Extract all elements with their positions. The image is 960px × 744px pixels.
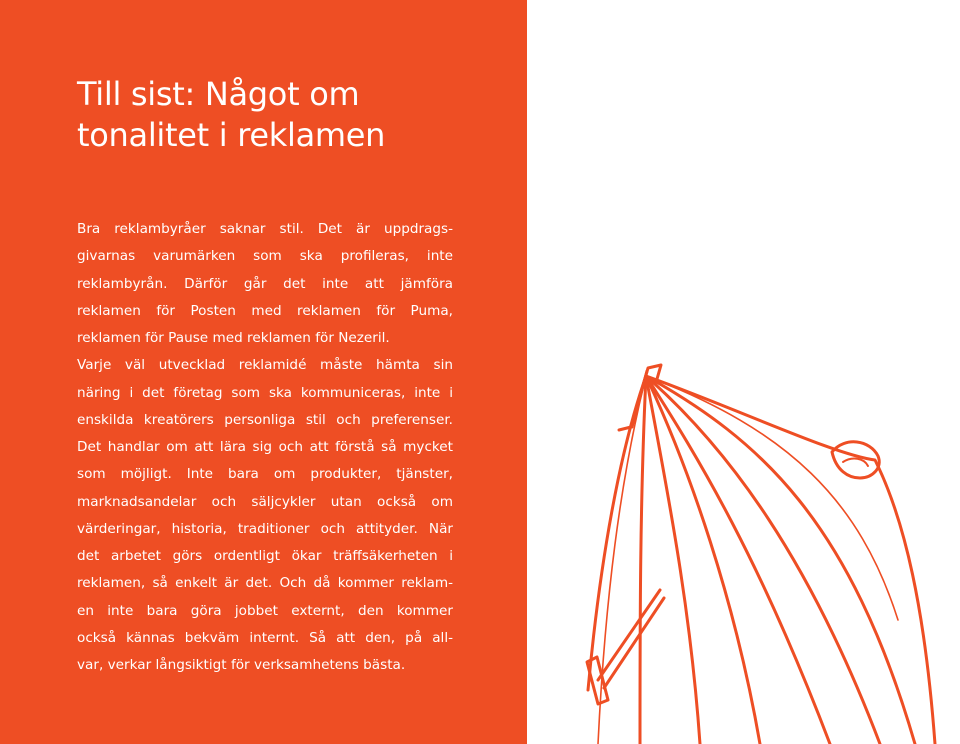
body-line: Det handlar om att lära sig och att förstå så mycket [77, 439, 453, 455]
title-line-2: tonalitet i reklamen [77, 116, 386, 154]
body-paragraph [77, 216, 453, 679]
umbrella-rib [646, 376, 830, 744]
body-line: givarnas varumärken som ska profileras, inte [77, 248, 453, 265]
body-line: enskilda kreatörers personliga stil och preferenser. [77, 411, 453, 428]
umbrella-shaft [598, 590, 660, 680]
body-line: Bra reklambyråer saknar stil. Det är uppdrags- [77, 221, 453, 237]
body-line: reklambyrån. Därför går det inte att jämföra [77, 275, 453, 292]
umbrella-icon [560, 350, 960, 744]
body-line: Varje väl utvecklad reklamidé måste hämta sin [77, 357, 453, 374]
umbrella-rib [640, 376, 646, 744]
body-line: också kännas bekväm internt. Så att den, på all- [77, 629, 453, 646]
body-line: var, verkar långsiktigt för verksamhetens bästa. [77, 657, 406, 673]
body-line: marknadsandelar och säljcykler utan också om [77, 493, 453, 510]
page-title [77, 74, 507, 156]
body-line: en inte bara göra jobbet externt, den kommer [77, 602, 453, 619]
body-line: reklamen för Posten med reklamen för Puma, [77, 302, 453, 319]
title-line-1: Till sist: Något om [77, 75, 360, 113]
body-line: reklamen för Pause med reklamen för Nezeril. [77, 330, 390, 346]
body-line: reklamen, så enkelt är det. Och då kommer reklam- [77, 575, 453, 592]
body-line: värderingar, historia, traditioner och attityder. När [77, 520, 453, 537]
umbrella-rib [646, 376, 700, 744]
umbrella-knob-detail [843, 459, 868, 466]
umbrella-canopy-edge [646, 376, 935, 744]
umbrella-shaft-edge [604, 598, 664, 688]
body-line: näring i det företag som ska kommuniceras, inte i [77, 384, 453, 401]
body-line: det arbetet görs ordentligt ökar träffsäkerheten i [77, 548, 453, 564]
body-line: som möjligt. Inte bara om produkter, tjänster, [77, 466, 453, 483]
